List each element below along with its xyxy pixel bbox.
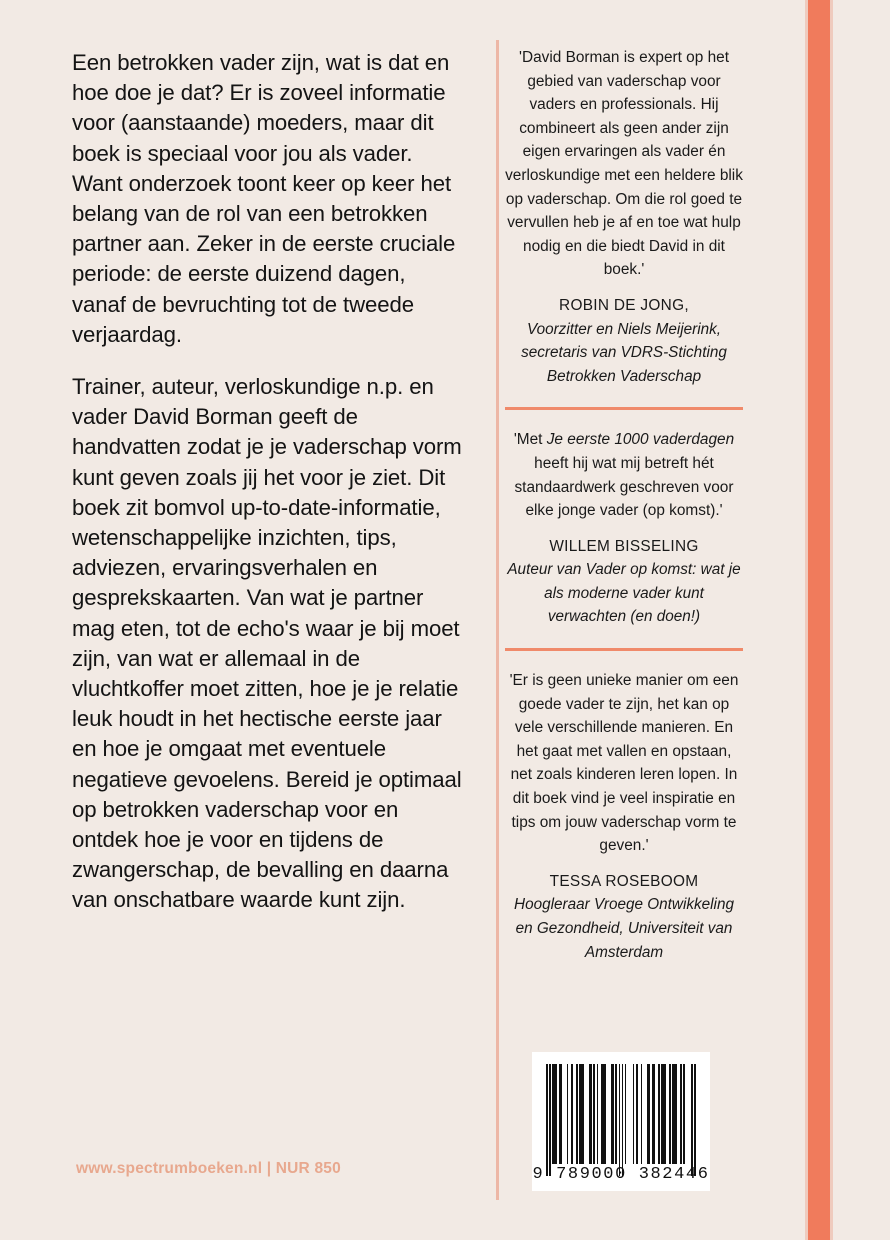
spine-accent-stripe [808,0,830,1240]
testimonial-1 [505,46,743,388]
testimonial-1-text: 'David Borman is expert op het gebied van vaderschap voor vaders en professionals. Hij combineert als geen ander zijn eigen ervaringen als vader én verloskundige met een heldere blik op vaderschap. Om die rol goed te vervullen heb je af en toe wat hulp nodig en die biedt David in dit boek.' [505,49,743,279]
testimonial-2-text-pre: 'Met [513,431,547,449]
spine-stripe-edge-right [830,0,833,1240]
testimonial-3 [505,669,743,964]
testimonial-2-book-title: Je eerste 1000 vaderdagen [546,431,735,449]
testimonial-2-role: Auteur van Vader op komst: wat je als moderne vader kunt verwachten (en doen!) [507,561,741,626]
testimonial-2-name: WILLEM BISSELING [549,537,699,555]
barcode-digits: 9 789000 382446 [532,1165,710,1184]
testimonial-3-role: Hoogleraar Vroege Ontwikkeling en Gezondheid, Universiteit van Amsterdam [514,896,734,961]
publisher-footer[interactable]: www.spectrumboeken.nl | NUR 850 [76,1160,341,1177]
testimonial-separator-1 [505,407,743,410]
column-divider [496,40,499,1200]
blurb-text [72,48,465,938]
blurb-paragraph-2: Trainer, auteur, verloskundige n.p. en vader David Borman geeft de handvatten zodat je je vaderschap vorm kunt geven zoals jij het voor je ziet. Dit boek zit bomvol up-to-date-informatie, wetenschappelijke inzichten, tips, adviezen, ervaringsverhalen en gesprekskaarten. Van wat je partner mag eten, tot de echo's waar je bij moet zijn, van wat er allemaal in de vluchtkoffer moet zitten, hoe je je relatie leuk houdt in het hectische eerste jaar en hoe je omgaat met eventuele negatieve gevoelens. Bereid je optimaal op betrokken vaderschap voor en ontdek hoe je voor en tijdens de zwangerschap, de bevalling en daarna van onschatbare waarde kunt zijn. [72,374,462,913]
testimonial-3-name: TESSA ROSEBOOM [549,872,699,890]
isbn-barcode [532,1052,710,1191]
barcode-bar [694,1064,696,1176]
barcode-bars [546,1064,696,1164]
testimonials [505,46,743,964]
testimonial-2 [505,428,743,629]
blurb-paragraph-1: Een betrokken vader zijn, wat is dat en hoe doe je dat? Er is zoveel informatie voor (aanstaande) moeders, maar dit boek is speciaal voor jou als vader. Want onderzoek toont keer op keer het belang van de rol van een betrokken partner aan. Zeker in de eerste cruciale periode: de eerste duizend dagen, vanaf de bevruchting tot de tweede verjaardag. [72,50,456,347]
testimonial-1-role: Voorzitter en Niels Meijerink, secretaris van VDRS-Stichting Betrokken Vaderschap [521,320,727,385]
testimonial-2-text [505,428,743,522]
testimonial-separator-2 [505,648,743,651]
testimonial-1-name: ROBIN DE JONG, [559,296,689,314]
testimonial-2-text-post: heeft hij wat mij betreft hét standaardwerk geschreven voor elke jonge vader (op komst).' [514,454,734,520]
testimonial-3-text: 'Er is geen unieke manier om een goede vader te zijn, het kan op vele verschillende manieren. En het gaat met vallen en opstaan, net zoals kinderen leren lopen. In dit boek vind je veel inspiratie en tips om jouw vaderschap vorm te geven.' [509,672,739,855]
